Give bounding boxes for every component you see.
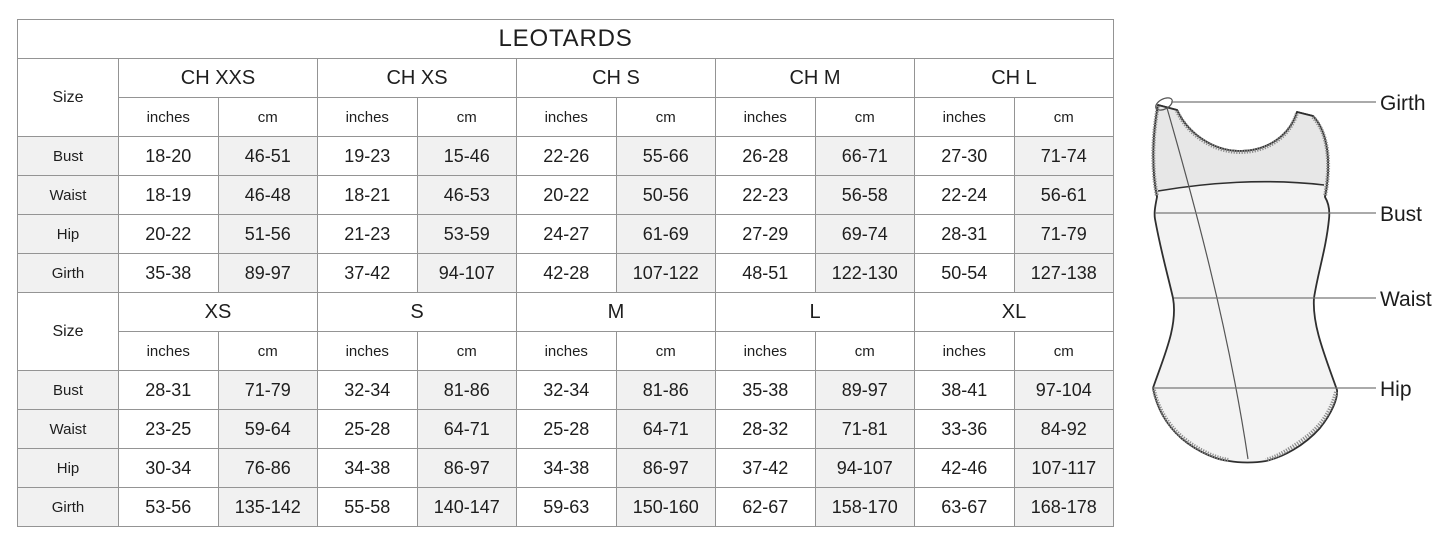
measurement-row (18, 449, 1114, 488)
table-title-row (18, 20, 1114, 59)
inches-unit-cell: inches (517, 332, 617, 371)
measurement-value-cell: 25-28 (318, 410, 418, 449)
size-name-cell: CH XS (318, 59, 517, 98)
size-group-header-row (18, 59, 1114, 98)
units-row (18, 98, 1114, 137)
measurement-value-cell: 32-34 (517, 371, 617, 410)
measurement-value-cell: 71-79 (218, 371, 318, 410)
measurement-value-cell: 61-69 (616, 215, 716, 254)
measurement-value-cell: 37-42 (318, 254, 418, 293)
measurement-value-cell: 84-92 (1014, 410, 1114, 449)
size-name-cell: M (517, 293, 716, 332)
measurement-value-cell: 140-147 (417, 488, 517, 527)
measurement-value-cell: 158-170 (815, 488, 915, 527)
size-name-cell: CH S (517, 59, 716, 98)
measurement-value-cell: 46-48 (218, 176, 318, 215)
measurement-value-cell: 27-30 (915, 137, 1015, 176)
measurement-value-cell: 89-97 (218, 254, 318, 293)
size-name-cell: CH M (716, 59, 915, 98)
measurement-value-cell: 89-97 (815, 371, 915, 410)
size-name-cell: L (716, 293, 915, 332)
measurement-value-cell: 18-19 (119, 176, 219, 215)
inches-unit-cell: inches (915, 98, 1015, 137)
measurement-value-cell: 38-41 (915, 371, 1015, 410)
cm-unit-cell: cm (218, 98, 318, 137)
measurement-value-cell: 63-67 (915, 488, 1015, 527)
measurement-value-cell: 22-24 (915, 176, 1015, 215)
measurement-value-cell: 86-97 (616, 449, 716, 488)
measurement-value-cell: 59-64 (218, 410, 318, 449)
leotard-diagram (1130, 75, 1445, 546)
measurement-value-cell: 107-122 (616, 254, 716, 293)
inches-unit-cell: inches (318, 98, 418, 137)
measurement-value-cell: 18-21 (318, 176, 418, 215)
measurement-label-cell: Bust (18, 371, 119, 410)
measurement-value-cell: 94-107 (815, 449, 915, 488)
measurement-value-cell: 50-56 (616, 176, 716, 215)
inches-unit-cell: inches (318, 332, 418, 371)
measurement-value-cell: 32-34 (318, 371, 418, 410)
measurement-value-cell: 30-34 (119, 449, 219, 488)
measurement-value-cell: 35-38 (119, 254, 219, 293)
measurement-label-cell: Girth (18, 488, 119, 527)
measurement-row (18, 488, 1114, 527)
measurement-value-cell: 51-56 (218, 215, 318, 254)
measurement-value-cell: 64-71 (616, 410, 716, 449)
measurement-value-cell: 35-38 (716, 371, 816, 410)
measurement-value-cell: 135-142 (218, 488, 318, 527)
measurement-value-cell: 59-63 (517, 488, 617, 527)
measurement-value-cell: 71-79 (1014, 215, 1114, 254)
measurement-value-cell: 56-58 (815, 176, 915, 215)
measurement-value-cell: 21-23 (318, 215, 418, 254)
measurement-value-cell: 55-66 (616, 137, 716, 176)
units-row (18, 332, 1114, 371)
size-group-header-row (18, 293, 1114, 332)
measurement-value-cell: 15-46 (417, 137, 517, 176)
cm-unit-cell: cm (1014, 332, 1114, 371)
girth-label: Girth (1380, 92, 1426, 115)
waist-label: Waist (1380, 288, 1432, 311)
measurement-value-cell: 28-31 (915, 215, 1015, 254)
measurement-value-cell: 23-25 (119, 410, 219, 449)
measurement-row (18, 176, 1114, 215)
measurement-value-cell: 19-23 (318, 137, 418, 176)
measurement-label-cell: Waist (18, 410, 119, 449)
size-name-cell: CH L (915, 59, 1114, 98)
measurement-value-cell: 20-22 (517, 176, 617, 215)
measurement-value-cell: 18-20 (119, 137, 219, 176)
measurement-row (18, 215, 1114, 254)
measurement-value-cell: 97-104 (1014, 371, 1114, 410)
measurement-value-cell: 24-27 (517, 215, 617, 254)
measurement-value-cell: 107-117 (1014, 449, 1114, 488)
measurement-label-cell: Girth (18, 254, 119, 293)
inches-unit-cell: inches (716, 98, 816, 137)
measurement-value-cell: 94-107 (417, 254, 517, 293)
measurement-label-cell: Waist (18, 176, 119, 215)
measurement-value-cell: 53-56 (119, 488, 219, 527)
size-table-body (18, 20, 1114, 527)
measurement-label-cell: Hip (18, 449, 119, 488)
inches-unit-cell: inches (517, 98, 617, 137)
measurement-value-cell: 46-51 (218, 137, 318, 176)
cm-unit-cell: cm (417, 98, 517, 137)
measurement-value-cell: 71-74 (1014, 137, 1114, 176)
cm-unit-cell: cm (616, 332, 716, 371)
bust-label: Bust (1380, 203, 1423, 226)
measurement-value-cell: 34-38 (517, 449, 617, 488)
cm-unit-cell: cm (616, 98, 716, 137)
measurement-value-cell: 33-36 (915, 410, 1015, 449)
measurement-row (18, 410, 1114, 449)
measurement-label-cell: Bust (18, 137, 119, 176)
measurement-value-cell: 150-160 (616, 488, 716, 527)
measurement-label-cell: Hip (18, 215, 119, 254)
measurement-value-cell: 168-178 (1014, 488, 1114, 527)
measurement-value-cell: 22-26 (517, 137, 617, 176)
measurement-value-cell: 20-22 (119, 215, 219, 254)
measurement-value-cell: 53-59 (417, 215, 517, 254)
size-name-cell: S (318, 293, 517, 332)
size-name-cell: XL (915, 293, 1114, 332)
measurement-value-cell: 66-71 (815, 137, 915, 176)
measurement-value-cell: 27-29 (716, 215, 816, 254)
measurement-value-cell: 28-31 (119, 371, 219, 410)
measurement-value-cell: 50-54 (915, 254, 1015, 293)
measurement-value-cell: 81-86 (417, 371, 517, 410)
measurement-value-cell: 48-51 (716, 254, 816, 293)
inches-unit-cell: inches (915, 332, 1015, 371)
measurement-value-cell: 86-97 (417, 449, 517, 488)
cm-unit-cell: cm (218, 332, 318, 371)
inches-unit-cell: inches (119, 332, 219, 371)
table-title: LEOTARDS (18, 20, 1114, 59)
measurement-value-cell: 37-42 (716, 449, 816, 488)
measurement-value-cell: 127-138 (1014, 254, 1114, 293)
cm-unit-cell: cm (1014, 98, 1114, 137)
size-header-cell: Size (18, 59, 119, 137)
measurement-row (18, 137, 1114, 176)
measurement-value-cell: 122-130 (815, 254, 915, 293)
inches-unit-cell: inches (716, 332, 816, 371)
measurement-value-cell: 34-38 (318, 449, 418, 488)
measurement-value-cell: 46-53 (417, 176, 517, 215)
cm-unit-cell: cm (815, 98, 915, 137)
inches-unit-cell: inches (119, 98, 219, 137)
measurement-value-cell: 69-74 (815, 215, 915, 254)
measurement-value-cell: 42-28 (517, 254, 617, 293)
measurement-value-cell: 62-67 (716, 488, 816, 527)
measurement-row (18, 254, 1114, 293)
measurement-value-cell: 55-58 (318, 488, 418, 527)
size-name-cell: XS (119, 293, 318, 332)
measurement-value-cell: 22-23 (716, 176, 816, 215)
measurement-value-cell: 56-61 (1014, 176, 1114, 215)
measurement-value-cell: 64-71 (417, 410, 517, 449)
size-chart-table-wrap (17, 19, 1114, 527)
measurement-value-cell: 28-32 (716, 410, 816, 449)
measurement-value-cell: 71-81 (815, 410, 915, 449)
measurement-value-cell: 81-86 (616, 371, 716, 410)
size-table (17, 19, 1114, 527)
measurement-row (18, 371, 1114, 410)
hip-label: Hip (1380, 378, 1412, 401)
measurement-value-cell: 25-28 (517, 410, 617, 449)
measurement-value-cell: 42-46 (915, 449, 1015, 488)
cm-unit-cell: cm (815, 332, 915, 371)
size-name-cell: CH XXS (119, 59, 318, 98)
measurement-value-cell: 26-28 (716, 137, 816, 176)
measurement-value-cell: 76-86 (218, 449, 318, 488)
cm-unit-cell: cm (417, 332, 517, 371)
size-header-cell: Size (18, 293, 119, 371)
